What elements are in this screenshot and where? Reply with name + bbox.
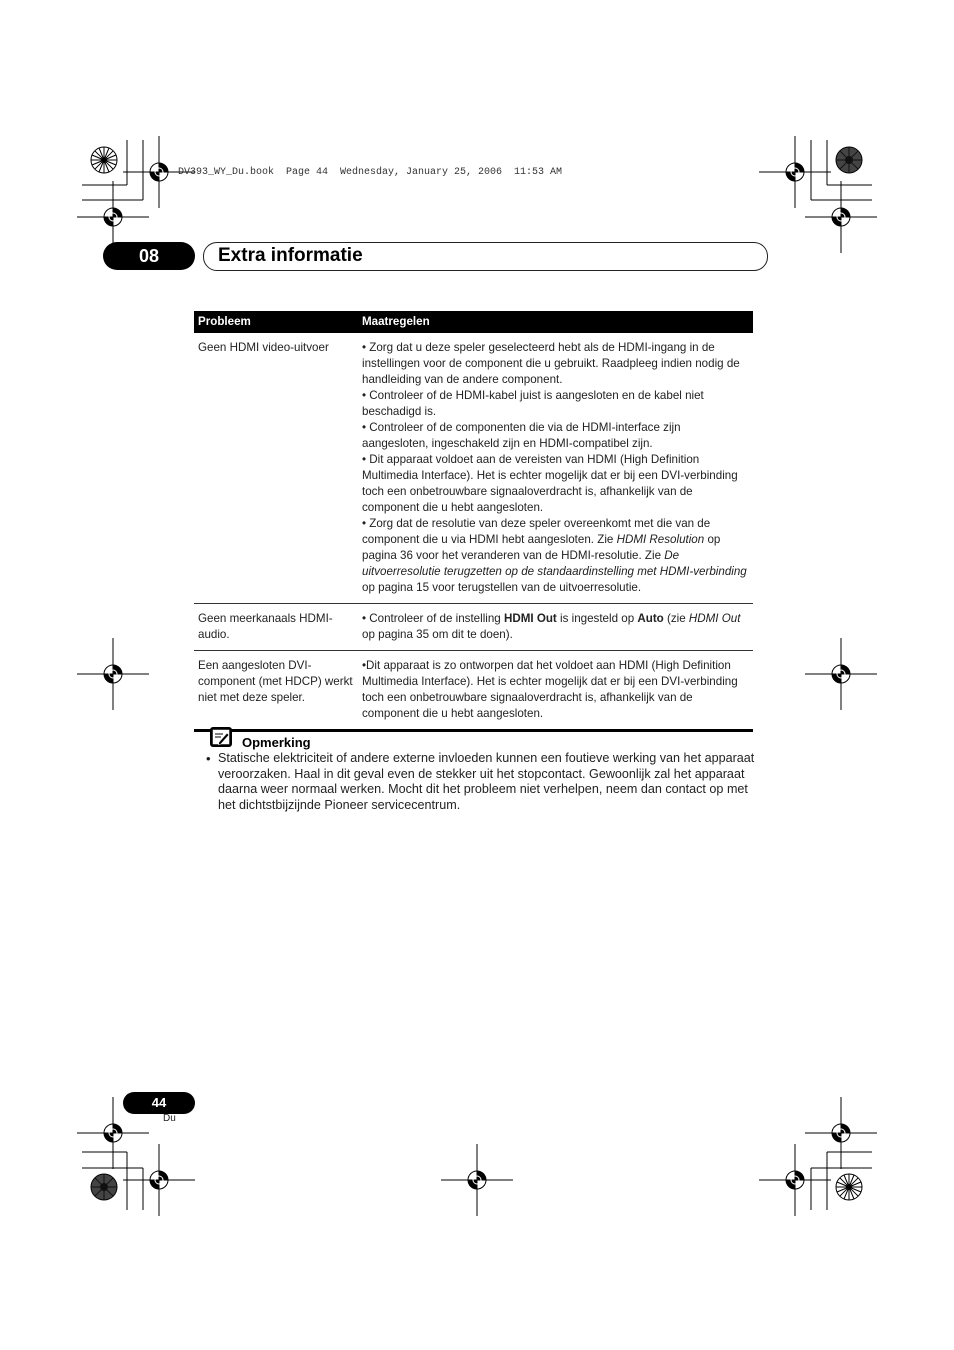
column-header-problem: Probleem: [194, 311, 358, 333]
measure-text: is ingesteld op: [556, 612, 638, 625]
note-title: Opmerking: [242, 735, 311, 750]
measures-cell: •Dit apparaat is zo ontworpen dat het voldoet aan HDMI (High Definition Multimedia Interface). Het is echter mogelijk dat er bij een DVI-verbinding toch een onbetrouwbare signaaloverdracht is, afhankelijk van de component die u hebt aangesloten.: [358, 651, 753, 731]
setting-hdmi-out: HDMI Out: [503, 612, 557, 625]
measure-text: op pagina 36 voor het veranderen van de HDMI-resolutie. Zie: [362, 533, 721, 562]
column-header-measures: Maatregelen: [358, 311, 753, 333]
table-row: [194, 651, 753, 731]
page-language: Du: [163, 1113, 176, 1124]
chapter-title: Extra informatie: [218, 245, 363, 266]
measure-text: op pagina 35 om dit te doen).: [362, 628, 513, 641]
table-row: [194, 333, 753, 604]
setting-value-auto: Auto: [637, 612, 664, 625]
table-header-row: [194, 311, 753, 333]
measure-item: • Controleer of de componenten die via de HDMI-interface zijn aangesloten, ingeschakeld zijn en HDMI-compatibel zijn.: [362, 421, 681, 450]
reference-hdmi-out: HDMI Out: [688, 612, 741, 625]
reference-hdmi-resolution: HDMI Resolution: [616, 533, 705, 546]
reference-output-resolution-reset: De uitvoerresolutie terugzetten op de standaardinstelling met HDMI-verbinding: [362, 549, 747, 578]
troubleshooting-table: [194, 311, 753, 732]
table-row: [194, 604, 753, 651]
measure-item: [362, 516, 749, 596]
page-number: 44: [151, 1095, 167, 1110]
note-bullet: •: [206, 751, 211, 766]
measure-text: • Controleer of de instelling: [362, 612, 504, 625]
problem-cell: Geen HDMI video-uitvoer: [194, 333, 358, 604]
measure-item: • Dit apparaat voldoet aan de vereisten van HDMI (High Definition Multimedia Interface). Het is echter mogelijk dat er bij een DVI-verbinding toch een onbetrouwbare signaaloverdracht is, afhankelijk van de component die u hebt aangesloten.: [362, 453, 738, 514]
measures-cell: [358, 604, 753, 651]
measure-text: op pagina 15 voor terugstellen van de uitvoerresolutie.: [362, 581, 642, 594]
measure-item: • Controleer of de HDMI-kabel juist is aangesloten en de kabel niet beschadigd is.: [362, 389, 704, 418]
measures-cell: [358, 333, 753, 604]
measure-text: • Zorg dat de resolutie van deze speler overeenkomt met die van de component die u via HDMI hebt aangesloten. Zie: [362, 517, 711, 546]
problem-cell: Geen meerkanaals HDMI-audio.: [194, 604, 358, 651]
measure-item: • Zorg dat u deze speler geselecteerd hebt als de HDMI-ingang in de instellingen voor de component die u gebruikt. Raadpleeg indien nodig de handleiding van de andere component.: [362, 341, 740, 386]
note-text: Statische elektriciteit of andere externe invloeden kunnen een foutieve werking van het apparaat veroorzaken. Haal in dit geval even de stekker uit het stopcontact. Gewoonlijk zal het apparaat daarna weer normaal werken. Mocht dit het probleem niet verhelpen, neem dan contact op met het dichtstbijzijnde Pioneer servicecentrum.: [218, 751, 755, 812]
book-info-line: DV393_WY_Du.book Page 44 Wednesday, January 25, 2006 11:53 AM: [178, 167, 563, 178]
problem-cell: Een aangesloten DVI-component (met HDCP) werkt niet met deze speler.: [194, 651, 358, 731]
measure-text: (zie: [663, 612, 689, 625]
chapter-number: 08: [138, 246, 160, 266]
pencil-note-icon: [210, 727, 232, 747]
